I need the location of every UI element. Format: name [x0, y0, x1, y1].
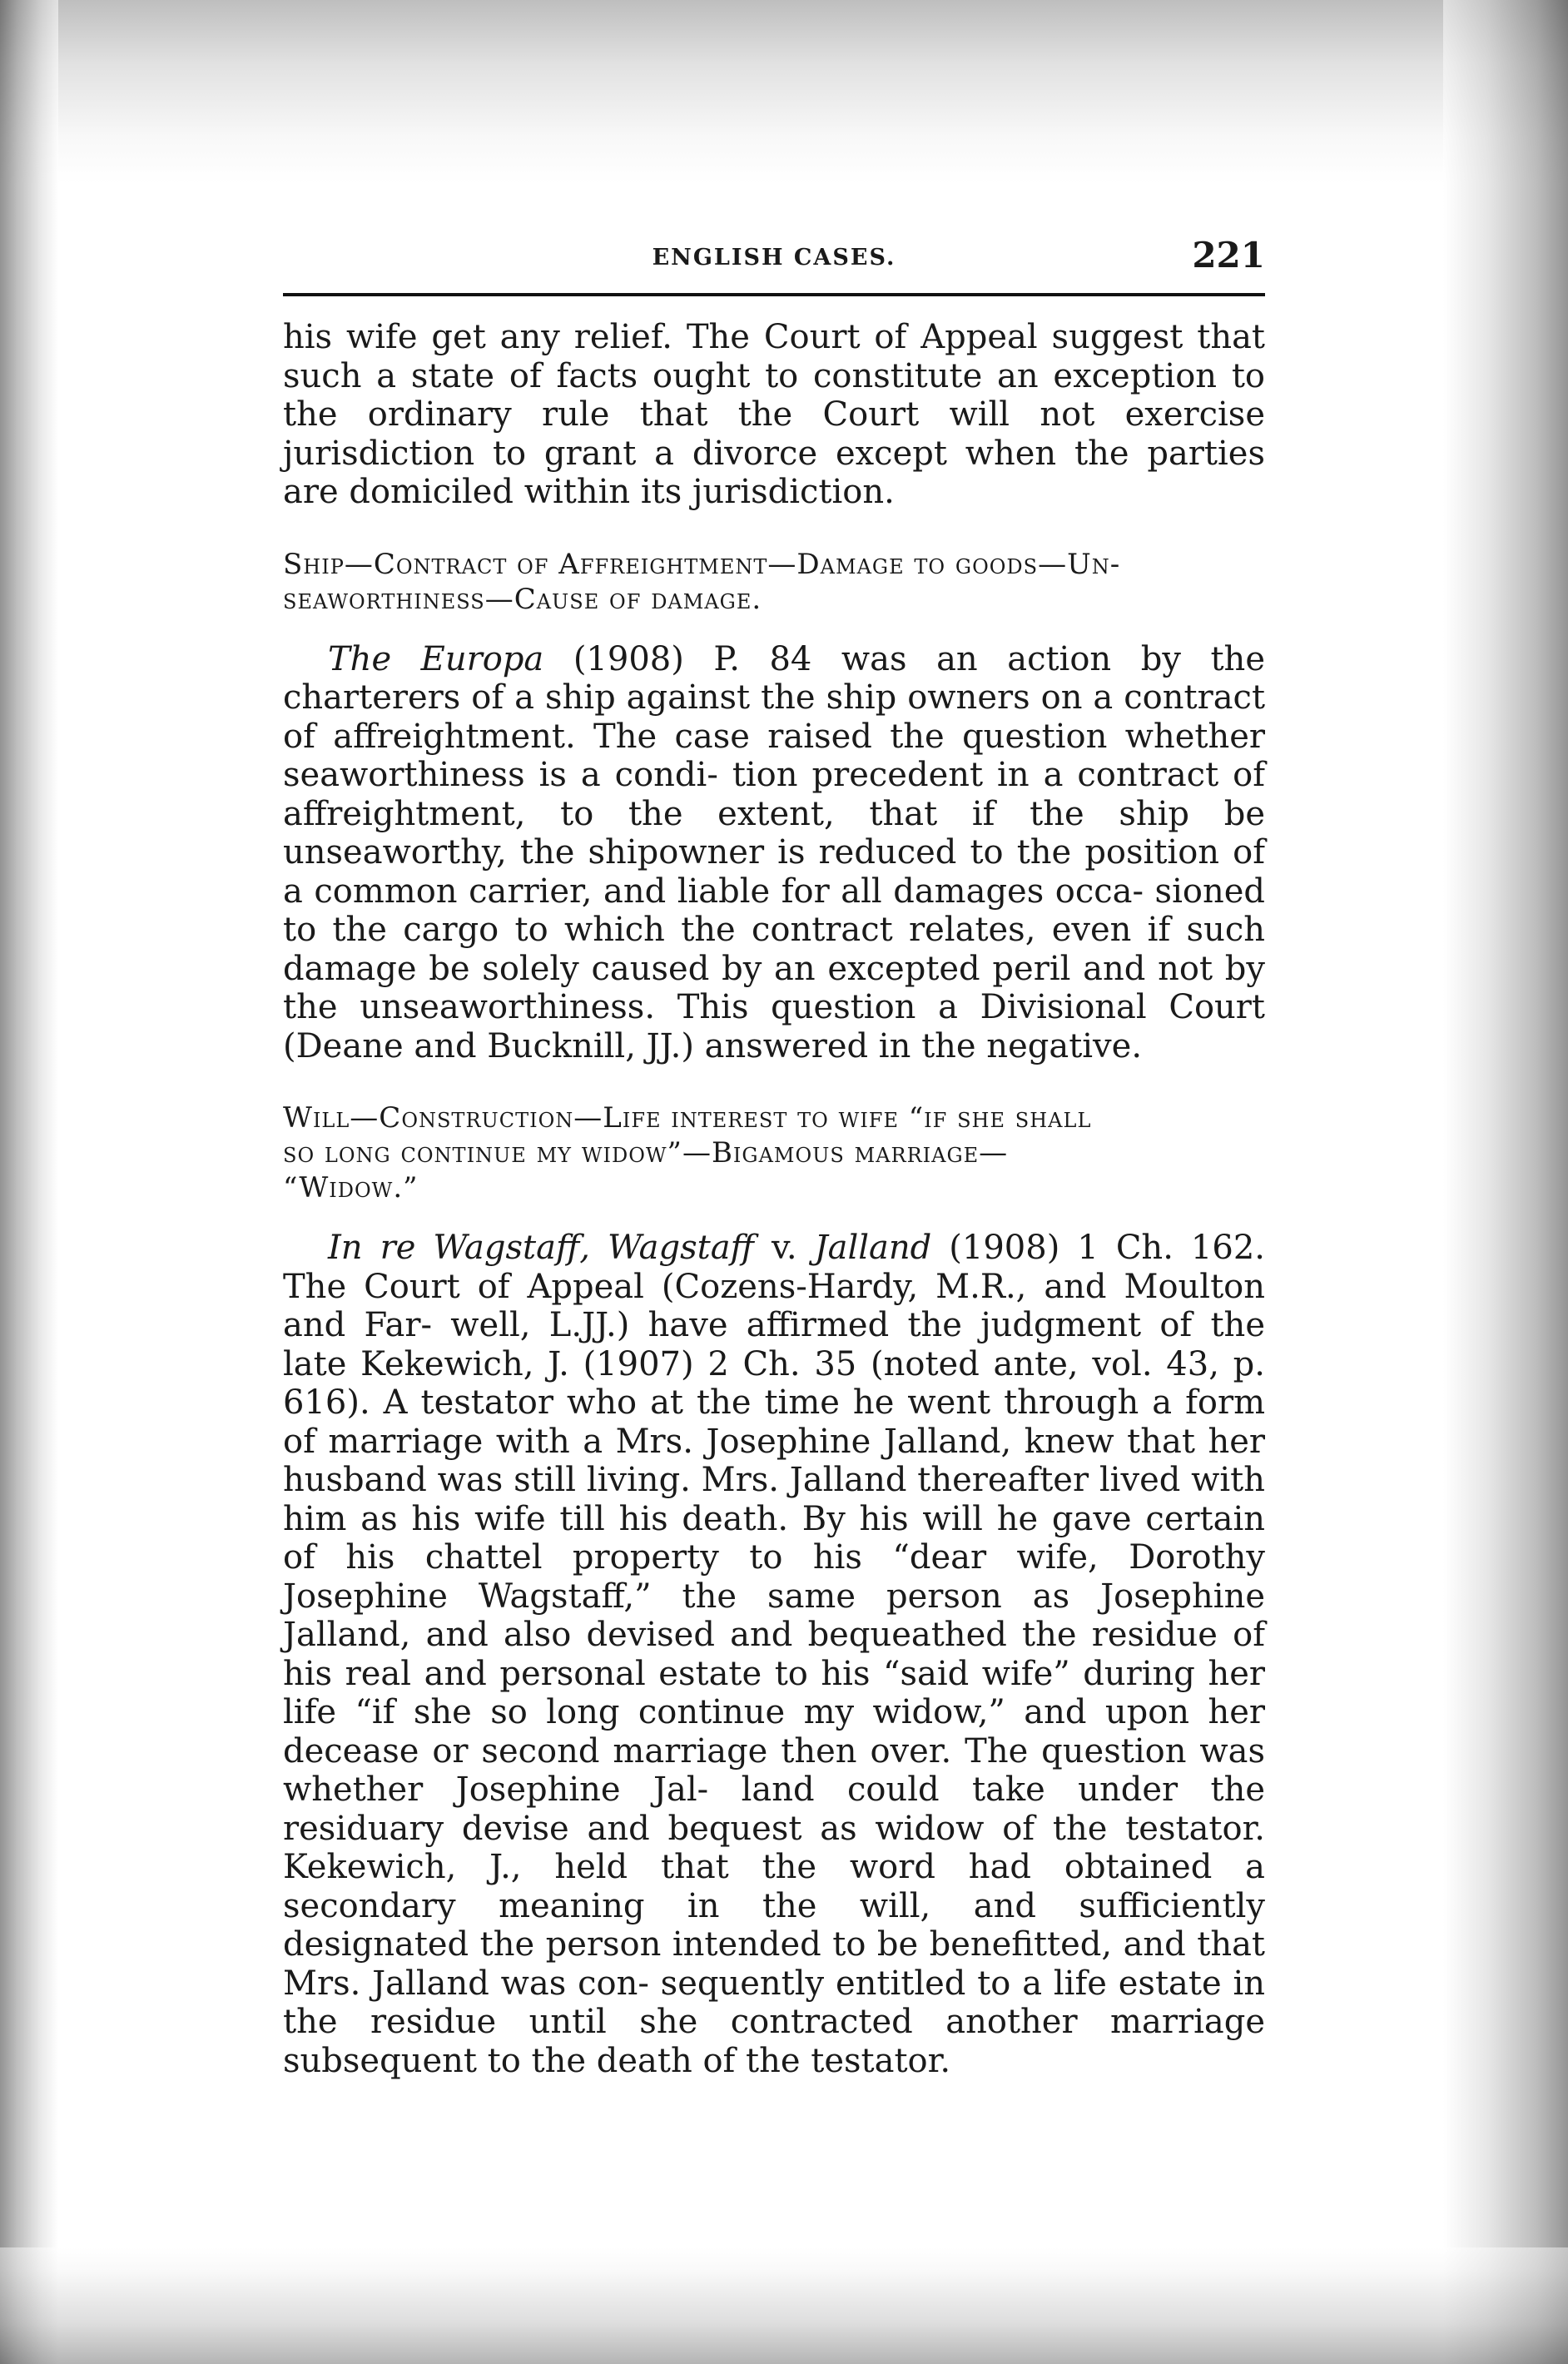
- text-line: J. (1907) 2 Ch. 35 (noted ante, vol. 43, p. 616). A testator who: [283, 1344, 1265, 1422]
- text-line: damage be solely caused by an excepted peril and not by the: [283, 949, 1265, 1026]
- text-line: testator.: [811, 2041, 951, 2080]
- case-paragraph-europa: [283, 640, 1265, 1066]
- text-line: unseaworthiness. This question a Divisional Court (Deane and: [283, 988, 1266, 1065]
- text-line: person intended to be benefitted, and that Mrs. Jalland was con-: [283, 1925, 1266, 2003]
- citation-connector: v.: [753, 1229, 815, 1267]
- case-citation: Jalland: [814, 1229, 932, 1267]
- text-line: his will he gave certain of his chattel property to his “dear wife,: [283, 1499, 1265, 1577]
- text-line: so long continue my widow,” and upon her decease or second: [283, 1693, 1266, 1771]
- text-line: divorce except when the parties are domiciled within its: [283, 434, 1265, 511]
- page-number: 221: [1192, 235, 1265, 276]
- case-heading-ship: [283, 547, 1265, 617]
- text-line: a secondary meaning in the will, and sufficiently designated the: [283, 1848, 1266, 1964]
- text-line: sioned to the cargo to which the contract relates, even if such: [283, 872, 1265, 949]
- text-line: Bucknill, JJ.) answered in the negative.: [487, 1026, 1143, 1065]
- text-line: Jalland, and also devised and bequeathed the residue of his real: [283, 1616, 1265, 1693]
- case-paragraph-wagstaff: [283, 1229, 1265, 2080]
- text-line: rule that the Court will not exercise jurisdiction to grant a: [283, 395, 1265, 473]
- text-line: well, L.JJ.) have affirmed the judgment of the late Kekewich,: [283, 1306, 1265, 1383]
- text-line: if the ship be unseaworthy, the shipowner is reduced to the: [283, 794, 1265, 872]
- case-citation: The Europa: [328, 639, 544, 678]
- text-line: his wife get any relief. The Court of Appeal suggest that such: [283, 318, 1265, 395]
- scan-shadow-top: [0, 0, 1568, 183]
- scan-shadow-bottom: [0, 2247, 1568, 2364]
- text-line: land could take under the residuary devise and bequest as widow: [283, 1771, 1265, 1848]
- text-line: a state of facts ought to constitute an exception to the ordinary: [283, 356, 1265, 434]
- text-line: a ship against the ship owners on a contract of affreightment.: [283, 678, 1266, 756]
- text-line: The case raised the question whether seaworthiness is a condi-: [283, 717, 1266, 794]
- text-line: (1908) P. 84 was an action by the charterers of: [283, 639, 1265, 717]
- header-rule: [283, 293, 1265, 296]
- text-line: of the testator. Kekewich, J., held that the word had obtained: [283, 1809, 1266, 1886]
- text-line: and personal estate to his “said wife” during her life “if she: [283, 1654, 1266, 1731]
- heading-line: so long continue my widow”—Bigamous marriage—: [283, 1136, 1009, 1170]
- heading-line: “Widow.”: [283, 1171, 419, 1204]
- scan-shadow-right: [1443, 0, 1568, 2364]
- scan-shadow-left: [0, 0, 58, 2364]
- running-title: ENGLISH CASES.: [652, 245, 896, 271]
- text-line: (1908) 1 Ch. 162. The: [283, 1229, 1265, 1306]
- carryover-paragraph: [283, 318, 1265, 512]
- case-heading-will: [283, 1100, 1265, 1205]
- text-line: jurisdiction.: [692, 473, 895, 511]
- heading-line: seaworthiness—Cause of damage.: [283, 582, 762, 616]
- text-line: marriage then over. The question was whether Josephine Jal-: [283, 1731, 1265, 1809]
- text-line: Jalland thereafter lived with him as his wife till his death. By: [283, 1461, 1265, 1538]
- running-head: [283, 233, 1265, 283]
- text-line: at the time he went through a form of marriage with a Mrs.: [283, 1383, 1266, 1461]
- text-line: Court of Appeal (Cozens-Hardy, M.R., and Moulton and Far-: [283, 1267, 1266, 1344]
- text-line: tion precedent in a contract of affreightment, to the extent, that: [283, 756, 1265, 833]
- heading-line: Will—Construction—Life interest to wife “if she shall: [283, 1101, 1092, 1135]
- text-line: Josephine Jalland, knew that her husband was still living. Mrs.: [283, 1422, 1265, 1499]
- text-line: Dorothy Josephine Wagstaff,” the same person as Josephine: [283, 1538, 1265, 1616]
- text-line: position of a common carrier, and liable for all damages occa-: [283, 833, 1266, 911]
- heading-line: Ship—Contract of Affreightment—Damage to goods—Un-: [283, 547, 1121, 581]
- text-line: sequently entitled to a life estate in the residue until she: [283, 1964, 1265, 2041]
- text-line: contracted another marriage subsequent to the death of the: [283, 2003, 1265, 2080]
- case-citation: In re Wagstaff, Wagstaff: [328, 1229, 754, 1267]
- book-page: [283, 233, 1265, 2080]
